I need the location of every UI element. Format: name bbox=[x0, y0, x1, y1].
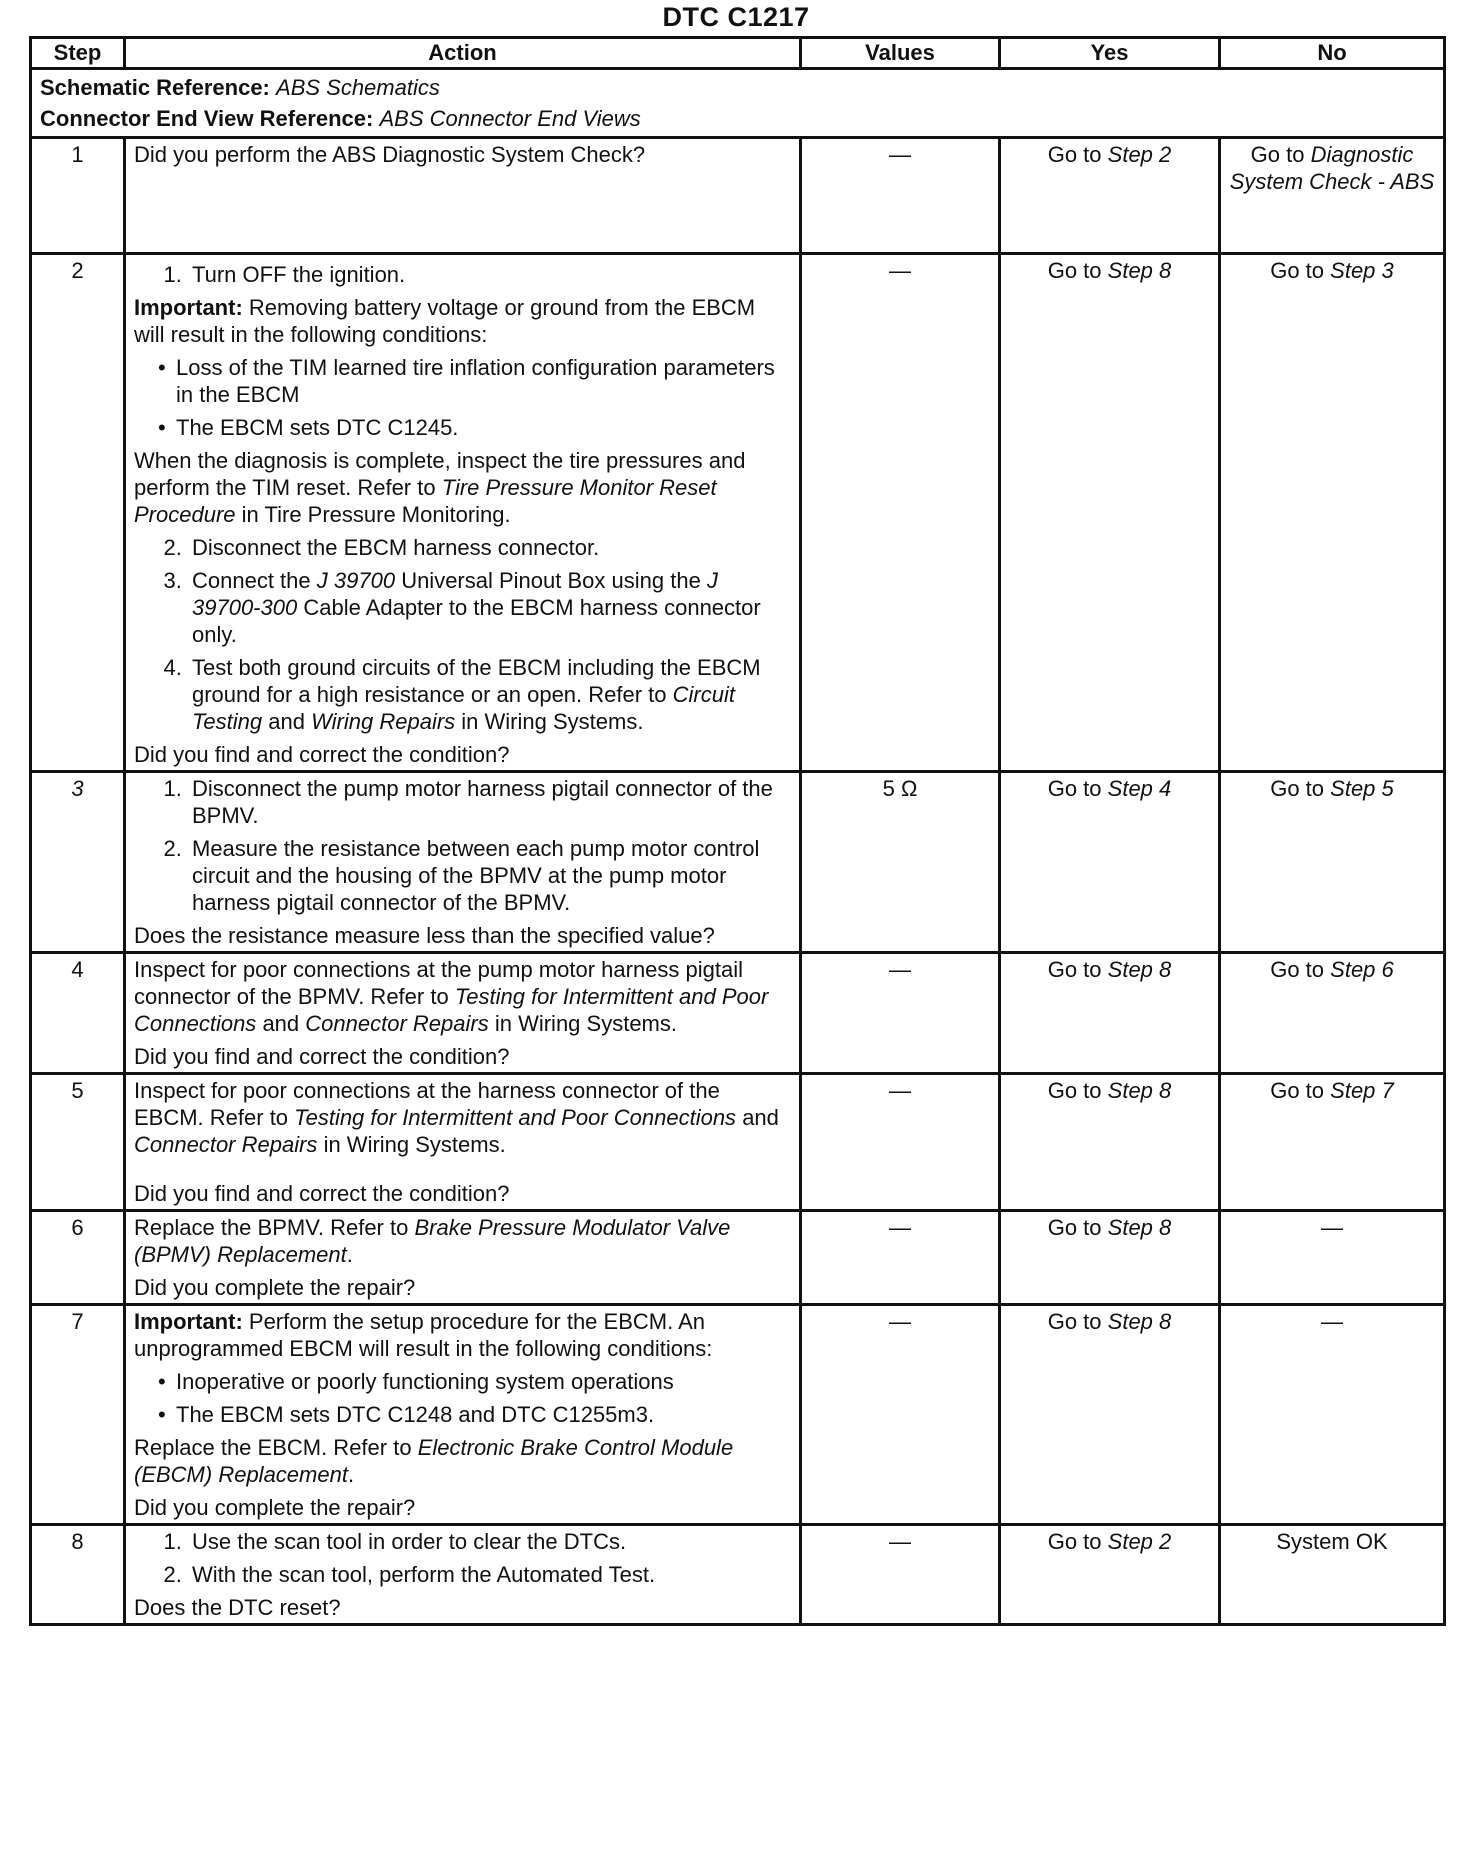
question: Did you complete the repair? bbox=[134, 1495, 416, 1520]
no-cell[interactable]: Go to Step 3 bbox=[1220, 254, 1445, 772]
instruction-text: Replace the EBCM. Refer to Electronic Brake Control Module (EBCM) Replacement. bbox=[134, 1435, 734, 1487]
tool-reference: J 39700-300 bbox=[192, 568, 718, 620]
action-steps bbox=[134, 534, 791, 735]
action-cell bbox=[125, 1211, 801, 1305]
connector-reference-link[interactable]: ABS Connector End Views bbox=[379, 106, 641, 131]
question: Did you complete the repair? bbox=[134, 1275, 416, 1300]
condition-item: • The EBCM sets DTC C1248 and DTC C1255m3. bbox=[176, 1401, 791, 1428]
header-yes: Yes bbox=[1000, 38, 1220, 69]
table-row bbox=[31, 1211, 1445, 1305]
value-cell: — bbox=[801, 1525, 1000, 1625]
step-number: 7 bbox=[31, 1305, 125, 1525]
question: Did you perform the ABS Diagnostic System Check? bbox=[134, 142, 646, 167]
instruction-text: When the diagnosis is complete, inspect the tire pressures and perform the TIM reset. Refer to Tire Pressure Monitor Reset Procedure in Tire Pressure Monitoring. bbox=[134, 448, 746, 527]
value-cell: — bbox=[801, 254, 1000, 772]
no-step-link[interactable]: Step 7 bbox=[1330, 1078, 1394, 1103]
header-no: No bbox=[1220, 38, 1445, 69]
action-cell bbox=[125, 138, 801, 254]
bpmv-replacement-link[interactable]: Brake Pressure Modulator Valve (BPMV) Replacement bbox=[134, 1215, 731, 1267]
action-step: 2. Measure the resistance between each pump motor control circuit and the housing of the BPMV at the pump motor harness pigtail connector of the BPMV. bbox=[188, 835, 791, 916]
yes-step-link[interactable]: Step 2 bbox=[1107, 142, 1172, 167]
table-row bbox=[31, 772, 1445, 953]
yes-cell[interactable]: Go to Step 8 bbox=[1000, 1211, 1220, 1305]
action-steps bbox=[134, 775, 791, 916]
action-steps bbox=[134, 1528, 791, 1588]
action-cell bbox=[125, 953, 801, 1074]
schematic-reference-link[interactable]: ABS Schematics bbox=[276, 75, 440, 100]
header-action: Action bbox=[125, 38, 801, 69]
value-cell: — bbox=[801, 1305, 1000, 1525]
value-cell: — bbox=[801, 1211, 1000, 1305]
action-cell bbox=[125, 1074, 801, 1211]
question: Does the resistance measure less than the specified value? bbox=[134, 923, 715, 948]
diagnostic-table bbox=[29, 36, 1446, 1626]
question: Did you find and correct the condition? bbox=[134, 1044, 510, 1069]
yes-step-link[interactable]: Step 4 bbox=[1107, 776, 1172, 801]
table-row bbox=[31, 1305, 1445, 1525]
step-number: 2 bbox=[31, 254, 125, 772]
step-number: 8 bbox=[31, 1525, 125, 1625]
value-cell: — bbox=[801, 138, 1000, 254]
tool-reference: J 39700 bbox=[316, 568, 396, 593]
condition-item: • The EBCM sets DTC C1245. bbox=[176, 414, 791, 441]
important-note: Important: Removing battery voltage or ground from the EBCM will result in the following conditions: bbox=[134, 295, 756, 347]
action-cell bbox=[125, 254, 801, 772]
no-link[interactable]: Diagnostic System Check - ABS bbox=[1229, 142, 1435, 194]
no-step-link[interactable]: Step 3 bbox=[1330, 258, 1394, 283]
action-cell bbox=[125, 1525, 801, 1625]
action-step: 1. Use the scan tool in order to clear the DTCs. bbox=[188, 1528, 791, 1555]
yes-cell[interactable]: Go to Step 8 bbox=[1000, 1074, 1220, 1211]
action-steps bbox=[134, 261, 791, 288]
table-row bbox=[31, 1074, 1445, 1211]
important-note: Important: Perform the setup procedure for the EBCM. An unprogrammed EBCM will result in the following conditions: bbox=[134, 1309, 713, 1361]
yes-cell[interactable]: Go to Step 8 bbox=[1000, 254, 1220, 772]
testing-link[interactable]: Testing for Intermittent and Poor Connections bbox=[294, 1105, 737, 1130]
action-cell bbox=[125, 772, 801, 953]
procedure-link[interactable]: Tire Pressure Monitor Reset Procedure bbox=[134, 475, 717, 527]
no-cell: — bbox=[1220, 1305, 1445, 1525]
condition-list bbox=[134, 354, 791, 441]
header-values: Values bbox=[801, 38, 1000, 69]
page-title: DTC C1217 bbox=[662, 2, 810, 32]
header-step: Step bbox=[31, 38, 125, 69]
yes-step-link[interactable]: Step 8 bbox=[1107, 1078, 1172, 1103]
yes-cell[interactable]: Go to Step 2 bbox=[1000, 1525, 1220, 1625]
value-cell: — bbox=[801, 1074, 1000, 1211]
yes-cell[interactable]: Go to Step 4 bbox=[1000, 772, 1220, 953]
no-cell[interactable]: Go to Step 5 bbox=[1220, 772, 1445, 953]
reference-row bbox=[31, 69, 1445, 138]
no-cell[interactable]: Go to Step 7 bbox=[1220, 1074, 1445, 1211]
table-row bbox=[31, 254, 1445, 772]
condition-item: • Loss of the TIM learned tire inflation configuration parameters in the EBCM bbox=[176, 354, 791, 408]
instruction-text: Replace the BPMV. Refer to Brake Pressure Modulator Valve (BPMV) Replacement. bbox=[134, 1215, 731, 1267]
yes-cell[interactable]: Go to Step 8 bbox=[1000, 1305, 1220, 1525]
action-step: 1. Turn OFF the ignition. bbox=[188, 261, 791, 288]
action-step: 2. With the scan tool, perform the Automated Test. bbox=[188, 1561, 791, 1588]
question: Did you find and correct the condition? bbox=[134, 1181, 510, 1206]
condition-list bbox=[134, 1368, 791, 1428]
action-step: 4. Test both ground circuits of the EBCM including the EBCM ground for a high resistance or an open. Refer to Circuit Testing and Wiring Repairs in Wiring Systems. bbox=[188, 654, 791, 735]
testing-link[interactable]: Testing for Intermittent and Poor Connections bbox=[134, 984, 769, 1036]
connector-repairs-link[interactable]: Connector Repairs bbox=[305, 1011, 489, 1036]
no-cell: System OK bbox=[1220, 1525, 1445, 1625]
question: Does the DTC reset? bbox=[134, 1595, 341, 1620]
no-cell[interactable]: Go to Step 6 bbox=[1220, 953, 1445, 1074]
yes-step-link[interactable]: Step 8 bbox=[1107, 1215, 1172, 1240]
connector-repairs-link[interactable]: Connector Repairs bbox=[134, 1132, 318, 1157]
action-step: 2. Disconnect the EBCM harness connector. bbox=[188, 534, 791, 561]
no-cell: — bbox=[1220, 1211, 1445, 1305]
schematic-reference: Schematic Reference: ABS Schematics bbox=[40, 75, 440, 100]
step-number: 5 bbox=[31, 1074, 125, 1211]
question: Did you find and correct the condition? bbox=[134, 742, 510, 767]
table-row bbox=[31, 1525, 1445, 1625]
circuit-testing-link[interactable]: Circuit Testing bbox=[192, 682, 735, 734]
yes-step-link[interactable]: Step 2 bbox=[1107, 1529, 1172, 1554]
connector-reference: Connector End View Reference: ABS Connector End Views bbox=[40, 106, 641, 131]
action-cell bbox=[125, 1305, 801, 1525]
table-row bbox=[31, 953, 1445, 1074]
yes-cell[interactable]: Go to Step 2 bbox=[1000, 138, 1220, 254]
instruction-text: Inspect for poor connections at the pump motor harness pigtail connector of the BPMV. Refer to Testing for Intermittent and Poor Connections and Connector Repairs in Wiring Systems. bbox=[134, 957, 769, 1036]
no-cell[interactable]: Go to Diagnostic System Check - ABS bbox=[1220, 138, 1445, 254]
header-row bbox=[31, 38, 1445, 69]
step-number: 3 bbox=[31, 772, 125, 953]
yes-step-link[interactable]: Step 8 bbox=[1107, 957, 1172, 982]
yes-cell[interactable]: Go to Step 8 bbox=[1000, 953, 1220, 1074]
condition-item: • Inoperative or poorly functioning system operations bbox=[176, 1368, 791, 1395]
instruction-text: Inspect for poor connections at the harness connector of the EBCM. Refer to Testing for Intermittent and Poor Connections and Connector Repairs in Wiring Systems. bbox=[134, 1078, 779, 1157]
action-step: 3. Connect the J 39700 Universal Pinout Box using the J 39700-300 Cable Adapter to the EBCM harness connector only. bbox=[188, 567, 791, 648]
yes-step-link[interactable]: Step 8 bbox=[1107, 1309, 1172, 1334]
no-step-link[interactable]: Step 5 bbox=[1330, 776, 1394, 801]
step-number: 4 bbox=[31, 953, 125, 1074]
table-row bbox=[31, 138, 1445, 254]
step-number: 6 bbox=[31, 1211, 125, 1305]
wiring-repairs-link[interactable]: Wiring Repairs bbox=[311, 709, 456, 734]
step-number: 1 bbox=[31, 138, 125, 254]
no-step-link[interactable]: Step 6 bbox=[1330, 957, 1394, 982]
value-cell: 5 Ω bbox=[801, 772, 1000, 953]
action-step: 1. Disconnect the pump motor harness pigtail connector of the BPMV. bbox=[188, 775, 791, 829]
ebcm-replacement-link[interactable]: Electronic Brake Control Module (EBCM) Replacement bbox=[134, 1435, 734, 1487]
yes-step-link[interactable]: Step 8 bbox=[1107, 258, 1172, 283]
value-cell: — bbox=[801, 953, 1000, 1074]
